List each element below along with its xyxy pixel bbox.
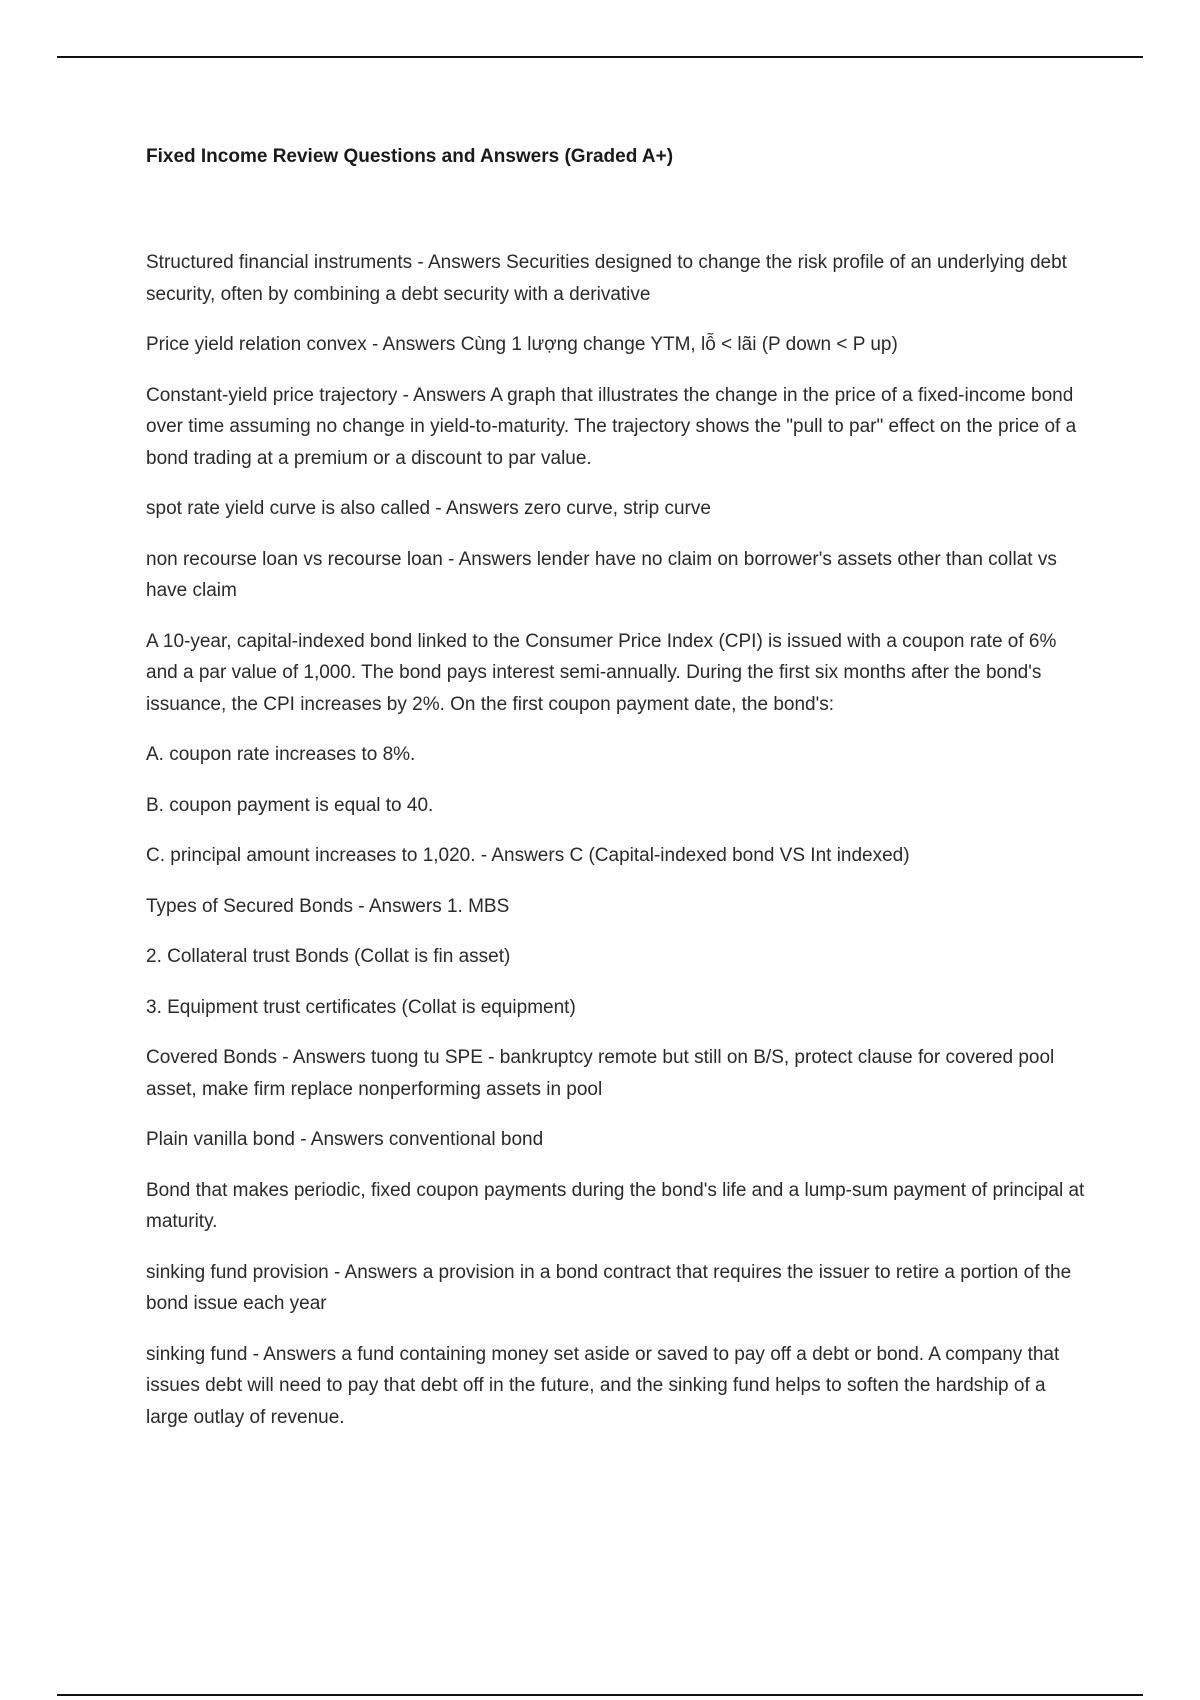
qa-secured-bonds-item-2: 2. Collateral trust Bonds (Collat is fin asset) xyxy=(146,946,511,967)
bottom-rule xyxy=(57,1694,1143,1696)
qa-entry-spot-rate-curve: spot rate yield curve is also called - Answers zero curve, strip curve xyxy=(146,498,711,519)
qa-plain-vanilla-definition: Bond that makes periodic, fixed coupon payments during the bond's life and a lump-sum payment of principal at maturity. xyxy=(146,1179,1085,1232)
qa-entry-constant-yield-trajectory: Constant-yield price trajectory - Answers A graph that illustrates the change in the price of a fixed-income bond over time assuming no change in yield-to-maturity. The trajectory shows the "pull to par" effect on the price of a bond trading at a premium or a discount to par value. xyxy=(146,384,1077,469)
qa-secured-bonds-item-3: 3. Equipment trust certificates (Collat is equipment) xyxy=(146,996,576,1018)
qa-entry-recourse-loan: non recourse loan vs recourse loan - Answers lender have no claim on borrower's assets other than collat vs have claim xyxy=(146,548,1057,601)
qa-entry-structured-instruments: Structured financial instruments - Answers Securities designed to change the risk profile of an underlying debt security, often by combining a debt security with a derivative xyxy=(146,252,1067,305)
document-body xyxy=(146,140,1086,1452)
qa-option-a: A. coupon rate increases to 8%. xyxy=(146,744,416,765)
qa-entry-sinking-fund: sinking fund - Answers a fund containing money set aside or saved to pay off a debt or bond. A company that issues debt will need to pay that debt off in the future, and the sinking fund helps to soften the hardship of a large outlay of revenue. xyxy=(146,1343,1060,1428)
qa-question-capital-indexed-bond: A 10-year, capital-indexed bond linked to the Consumer Price Index (CPI) is issued with a coupon rate of 6% and a par value of 1,000. The bond pays interest semi-annually. During the first six months after the bond's issuance, the CPI increases by 2%. On the first coupon payment date, the bond's: xyxy=(146,630,1057,715)
qa-entry-price-yield-convex: Price yield relation convex - Answers Cùng 1 lượng change YTM, lỗ < lãi (P down < P up) xyxy=(146,334,898,355)
qa-option-b: B. coupon payment is equal to 40. xyxy=(146,794,434,816)
qa-entry-plain-vanilla-bond: Plain vanilla bond - Answers conventional bond xyxy=(146,1129,544,1150)
qa-option-c-answer: C. principal amount increases to 1,020. - Answers C (Capital-indexed bond VS Int indexed) xyxy=(146,845,910,866)
qa-entry-sinking-fund-provision: sinking fund provision - Answers a provision in a bond contract that requires the issuer to retire a portion of the bond issue each year xyxy=(146,1261,1072,1314)
qa-list xyxy=(146,247,1086,1433)
document-title: Fixed Income Review Questions and Answers (Graded A+) xyxy=(146,146,674,167)
qa-entry-secured-bonds: Types of Secured Bonds - Answers 1. MBS xyxy=(146,895,510,917)
qa-entry-covered-bonds: Covered Bonds - Answers tuong tu SPE - bankruptcy remote but still on B/S, protect clause for covered pool asset, make firm replace nonperforming assets in pool xyxy=(146,1047,1055,1100)
top-rule xyxy=(57,56,1143,58)
